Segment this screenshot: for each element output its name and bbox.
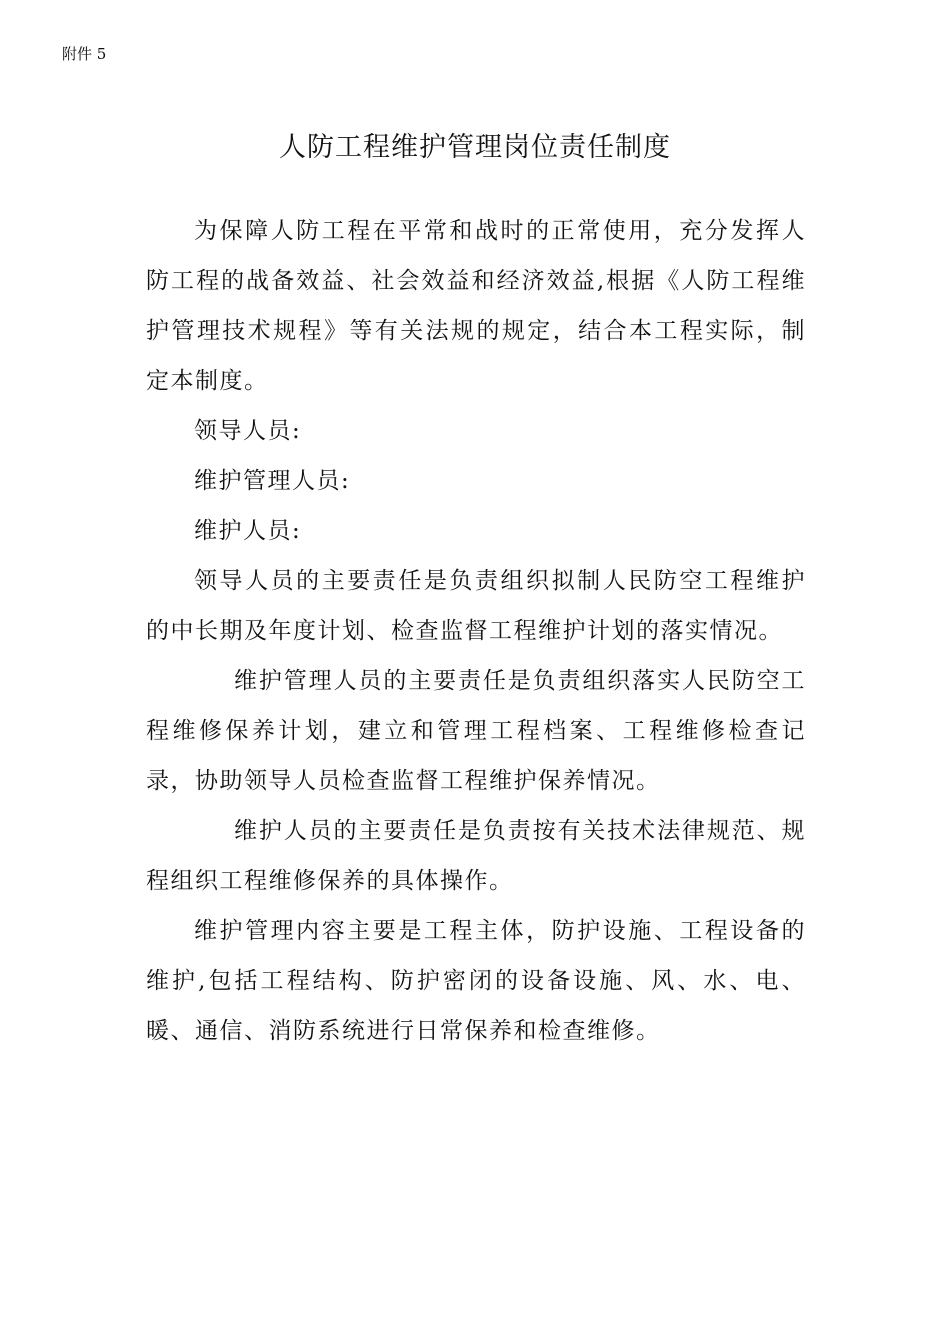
leader-label: 领导人员:: [194, 418, 302, 444]
maintainer-duty-paragraph: 维护人员的主要责任是负责按有关技术法律规范、规程组织工程维修保养的具体操作。: [146, 818, 806, 894]
scope-paragraph: 维护管理内容主要是工程主体，防护设施、工程设备的维护,包括工程结构、防护密闭的设备设施、风、水、电、暖、通信、消防系统进行日常保养和检查维修。: [146, 918, 806, 1044]
attachment-label: 附件 5: [62, 45, 107, 63]
intro-paragraph: 为保障人防工程在平常和战时的正常使用，充分发挥人防工程的战备效益、社会效益和经济效益,根据《人防工程维护管理技术规程》等有关法规的规定，结合本工程实际，制定本制度。: [146, 218, 806, 394]
manager-duty-paragraph: 维护管理人员的主要责任是负责组织落实人民防空工程维修保养计划，建立和管理工程档案、工程维修检查记录，协助领导人员检查监督工程维护保养情况。: [146, 668, 806, 794]
leader-duty-paragraph: 领导人员的主要责任是负责组织拟制人民防空工程维护的中长期及年度计划、检查监督工程维护计划的落实情况。: [146, 568, 806, 644]
manager-label: 维护管理人员:: [194, 468, 351, 494]
document-body: [146, 206, 806, 1056]
maintainer-label: 维护人员:: [194, 518, 302, 544]
document-title: 人防工程维护管理岗位责任制度: [279, 132, 671, 163]
